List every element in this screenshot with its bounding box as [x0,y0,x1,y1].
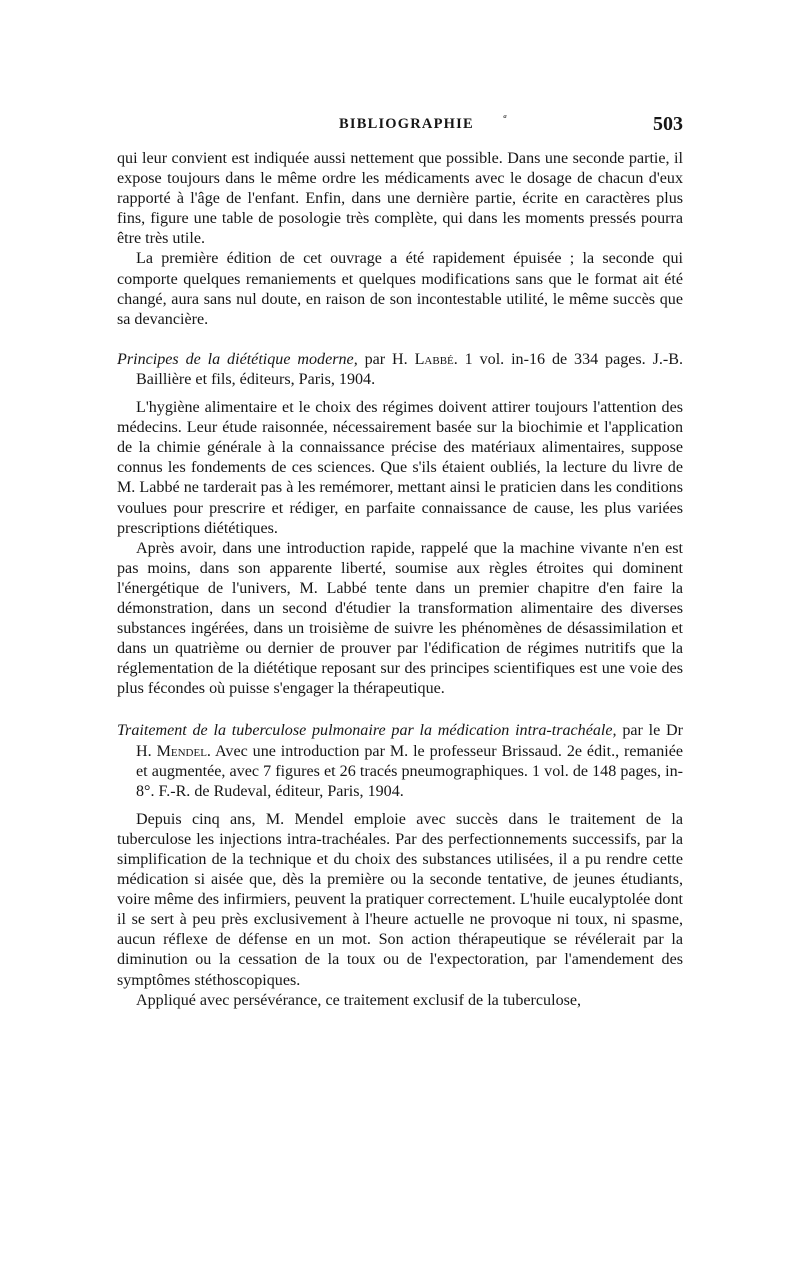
entry-1-details: . 1 vol. in-16 de 334 pages. J.-B. Baillière et fils, éditeurs, Paris, 1904. [136,350,683,388]
paragraph-6: Appliqué avec persévérance, ce traitement exclusif de la tuberculose, [136,991,582,1009]
paragraph-3: L'hygiène alimentaire et le choix des régimes doivent attirer toujours l'attention des médecins. Leur étude raisonnée, nécessairement basée sur la biochimie et l'application de la chimie générale à la connaissance précise des matériaux alimentaires, suppose connus les fondements de ces sciences. Que s'ils étaient oubliés, la lecture du livre de M. Labbé ne tarderait pas à les remémorer, mettant ainsi le praticien dans les conditions voulues pour prescrire et rédiger, en parfaite connaissance de cause, les plus variées prescriptions diététiques. [117,399,683,537]
page-number: 503 [653,113,683,135]
running-title: BIBLIOGRAPHIE [339,116,474,132]
paragraph-1: qui leur convient est indiquée aussi nettement que possible. Dans une seconde partie, il expose toujours dans le même ordre les médicaments avec le dosage de chacun d'eux rapporté à l'âge de l'enfant. Enfin, dans une dernière partie, écrite en caractères plus fins, figure une table de posologie très complète, qui dans les moments pressés pourra être très utile. [117,150,683,248]
paragraph-5: Depuis cinq ans, M. Mendel emploie avec succès dans le traitement de la tuberculose les injections intra-trachéales. Par des perfectionnements successifs, par la simplification de la technique et du choix des substances utilisées, il a pu rendre cette médication si aisée que, dès la première ou la seconde tentative, de jeunes étudiants, voire même des infirmiers, peuvent la pratiquer correctement. L'huile eucalyptolée dont il se sert à peu près exclusivement à l'heure actuelle ne provoque ni toux, ni spasme, aucun réflexe de défense en un mot. Son action thérapeutique se révélerait par la diminution ou la cessation de la toux ou de l'expectoration, par l'amendement des symptômes stéthoscopiques. [117,810,683,989]
ink-mark: ª [503,113,507,125]
entry-1-title: Principes de la diététique moderne, [117,350,358,368]
running-header [117,113,683,138]
paragraph-4: Après avoir, dans une introduction rapide, rappelé que la machine vivante n'en est pas moins, dans son apparente liberté, soumise aux règles étroites qui dominent l'énergétique de l'univers, M. Labbé tente dans un premier chapitre d'en faire la démonstration, dans un second d'étudier la transformation alimentaire des diverses substances ingérées, dans un troisième de suivre les phénomènes de désassimilation et dans un quatrième ou dernier de prouver par l'édification de régimes nutritifs que la réglementation de la diététique reposant sur des principes scientifiques est une voie des plus fécondes où puisse s'engager la thérapeutique. [117,539,683,698]
entry-2-pre-author: par le Dr H. [136,722,684,760]
entry-1-author: Labbé [414,350,454,368]
entry-2-details: . Avec une introduction par M. le professeur Brissaud. 2e édit., remaniée et augmentée, avec 7 figures et 26 tracés pneumographiques. 1 vol. de 148 pages, in-8°. F.-R. de Rudeval, éditeur, Paris, 1904. [136,742,683,800]
entry-2-title: Traitement de la tuberculose pulmonaire par la médication intra-trachéale, [117,722,617,740]
paragraph-2: La première édition de cet ouvrage a été rapidement épuisée ; la seconde qui comporte quelques remaniements et quelques modifications sans que le format ait été changé, aura sans nul doute, en raison de son incontestable utilité, le même succès que sa devancière. [117,250,683,328]
bibliography-entry-1 [117,350,683,390]
entry-1-pre-author: par H. [357,350,415,368]
page-body [117,149,683,1011]
bibliography-entry-2 [117,721,683,801]
entry-2-author: Mendel [156,742,207,760]
